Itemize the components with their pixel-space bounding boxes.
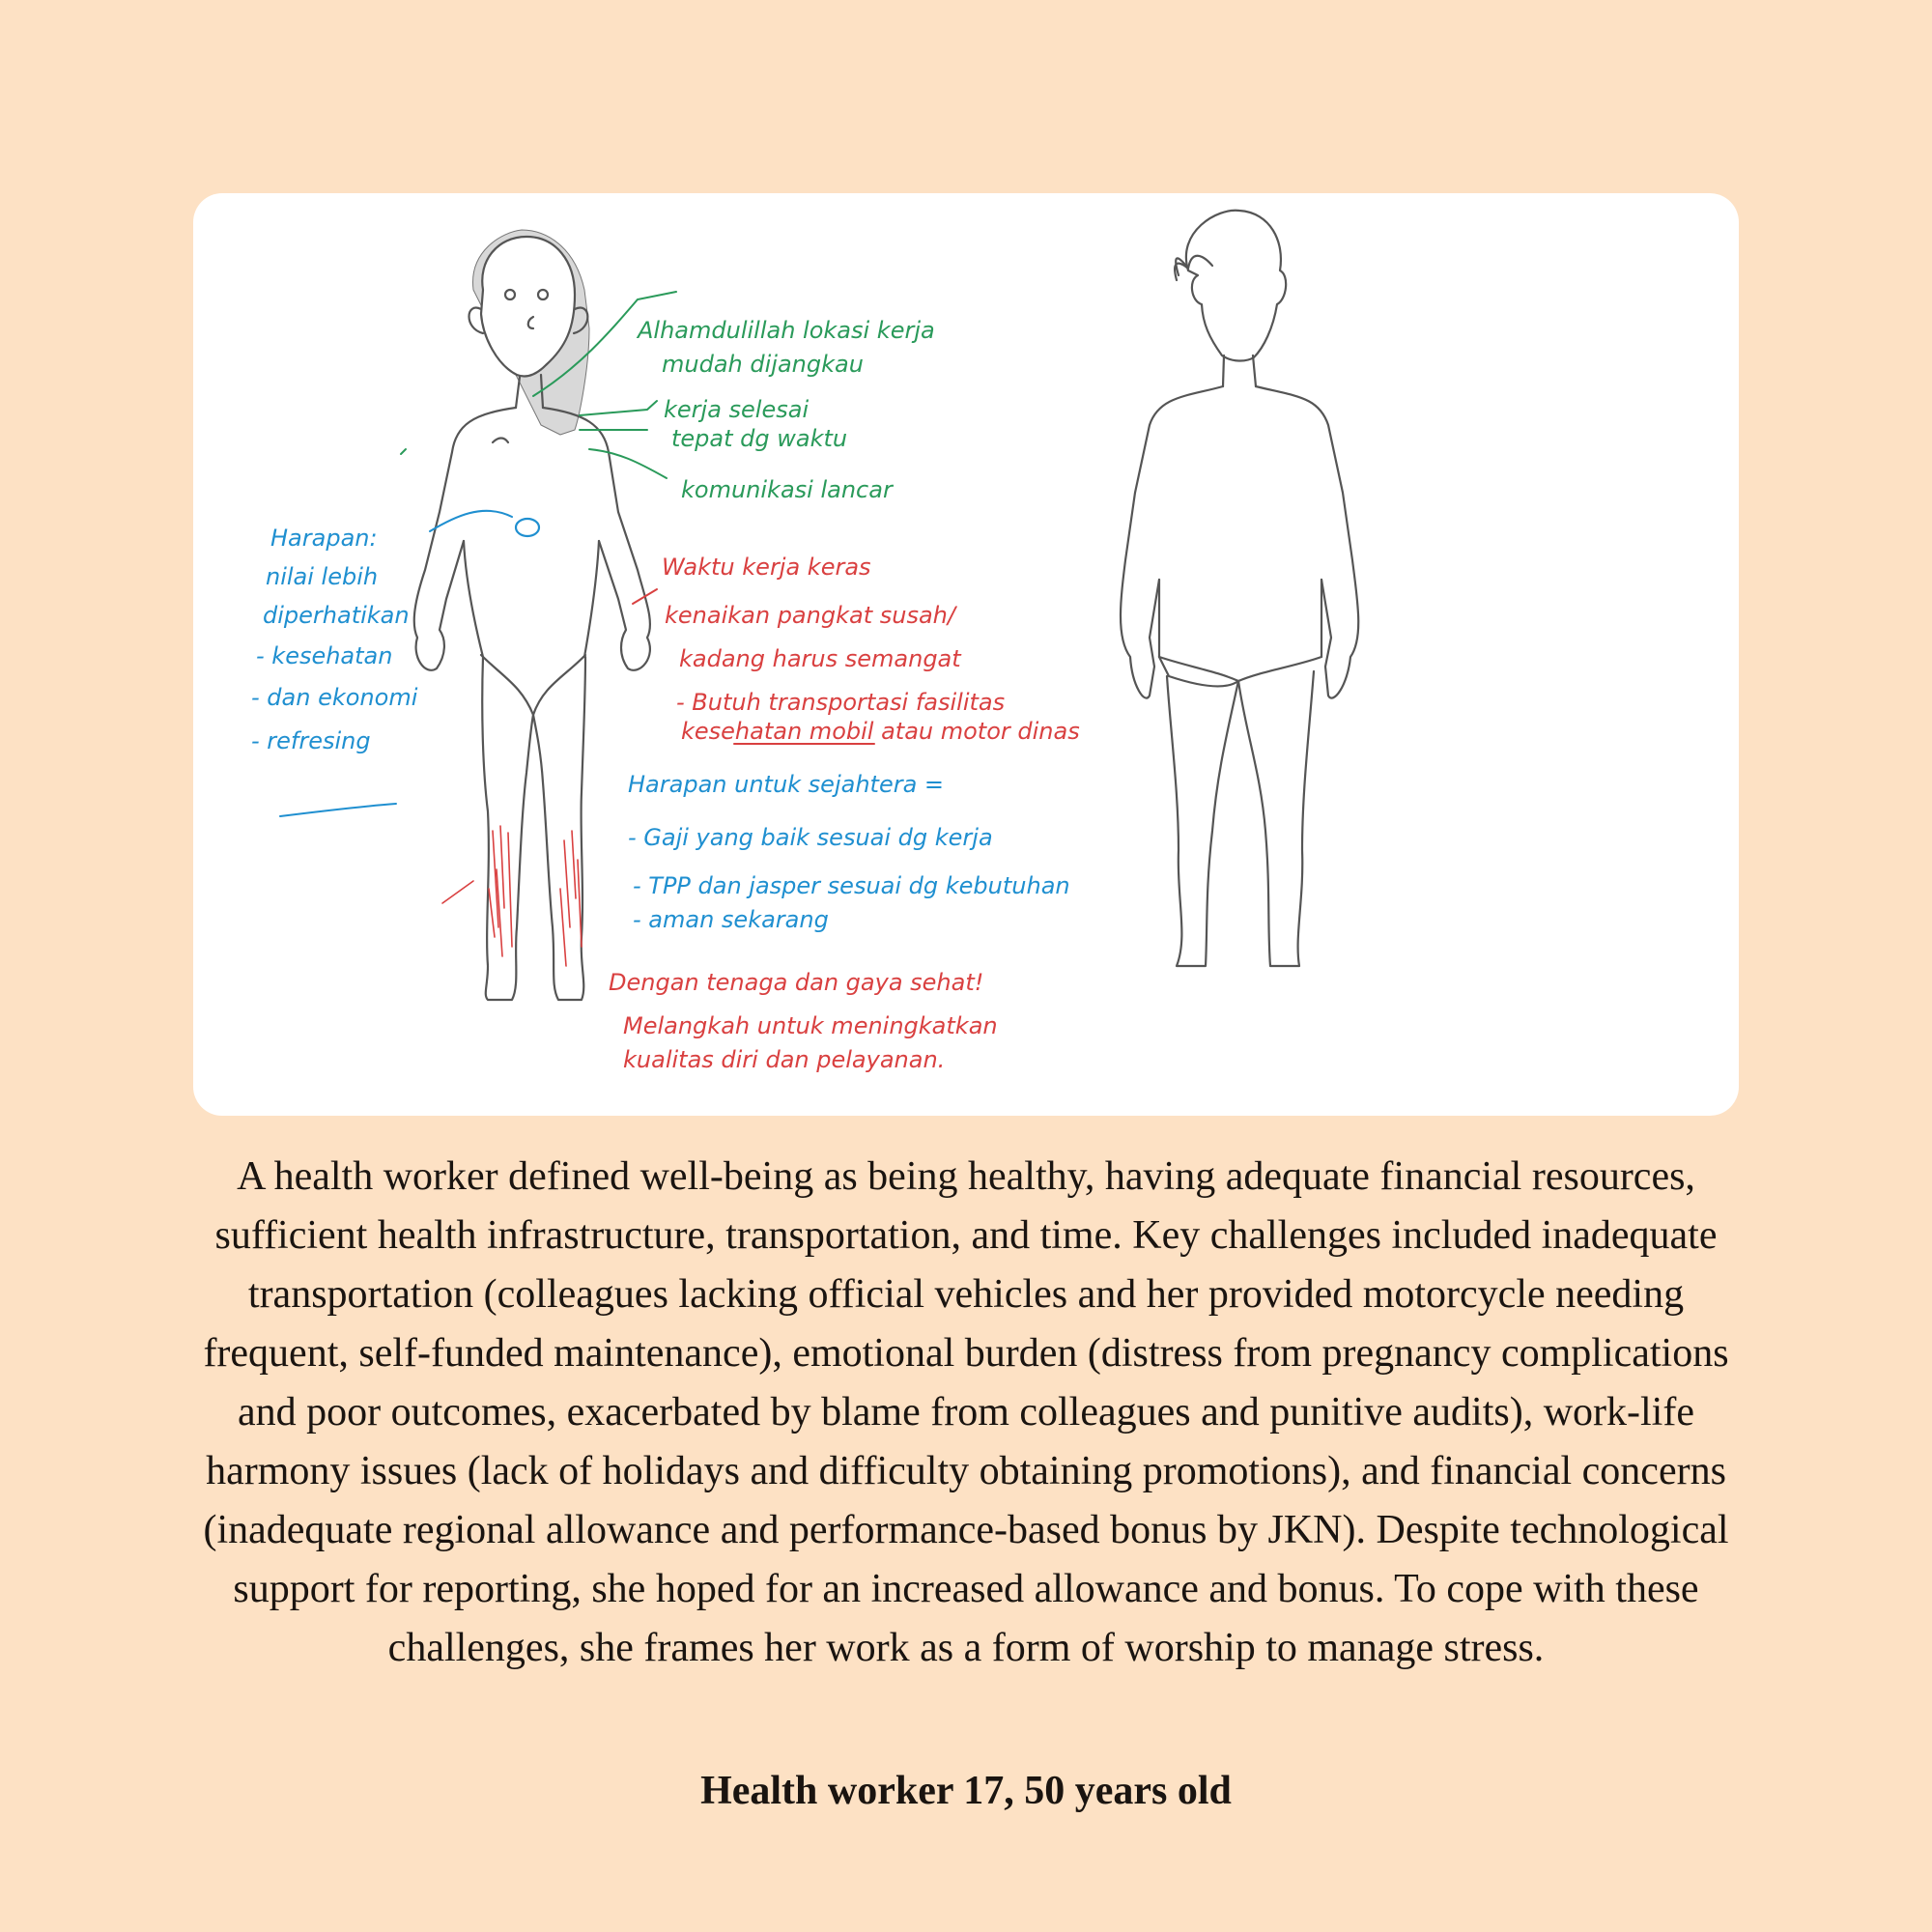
green-note: mudah dijangkau <box>662 351 864 378</box>
blue-note: Harapan: <box>270 525 378 552</box>
sketch-card <box>193 193 1739 1116</box>
blue-note: - TPP dan jasper sesuai dg kebutuhan <box>633 872 1070 899</box>
blue-note: Harapan untuk sejahtera = <box>628 771 945 798</box>
participant-label: Health worker 17, 50 years old <box>700 1769 1232 1813</box>
handwritten-notes <box>251 317 1080 1073</box>
blue-note: - aman sekarang <box>633 906 829 933</box>
red-note: Dengan tenaga dan gaya sehat! <box>609 969 984 996</box>
red-note: - Butuh transportasi fasilitas <box>676 689 1006 716</box>
red-note: Waktu kerja keras <box>662 554 871 581</box>
red-note: kesehatan mobil atau motor dinas <box>681 718 1080 745</box>
blank-body-figure <box>1121 211 1358 966</box>
blue-note: nilai lebih <box>266 563 379 590</box>
green-note: tepat dg waktu <box>671 425 848 452</box>
blue-note: diperhatikan <box>263 602 410 629</box>
blue-note: - refresing <box>251 727 371 754</box>
red-note: kadang harus semangat <box>679 645 961 672</box>
green-note: kerja selesai <box>664 396 810 423</box>
blue-note: - kesehatan <box>256 642 393 669</box>
green-note: Alhamdulillah lokasi kerja <box>638 317 935 344</box>
red-note: kualitas diri dan pelayanan. <box>623 1046 946 1073</box>
female-body-figure <box>414 230 650 1000</box>
body-map-sketch <box>193 193 1739 1116</box>
red-note: kenaikan pangkat susah/ <box>665 602 955 629</box>
blue-note: - Gaji yang baik sesuai dg kerja <box>628 824 993 851</box>
description-text: A health worker defined well-being as being healthy, having adequate financial resources, sufficient health infrastructure, transportation, and time. Key challenges included inadequate transportation (colleagues lacking official vehicles and her provided motorcycle needing frequent, self-funded maintenance), emotional burden (distress from pregnancy complications and poor outcomes, exacerbated by blame from colleagues and punitive audits), work-life harmony issues (lack of holidays and difficulty obtaining promotions), and financial concerns (inadequate regional allowance and performance-based bonus by JKN). Despite technological support for reporting, she hoped for an increased allowance and bonus. To cope with these challenges, she frames her work as a form of worship to manage stress. <box>203 1154 1729 1670</box>
blue-note: - dan ekonomi <box>251 684 418 711</box>
green-note: komunikasi lancar <box>681 476 893 503</box>
red-note: Melangkah untuk meningkatkan <box>623 1012 998 1039</box>
